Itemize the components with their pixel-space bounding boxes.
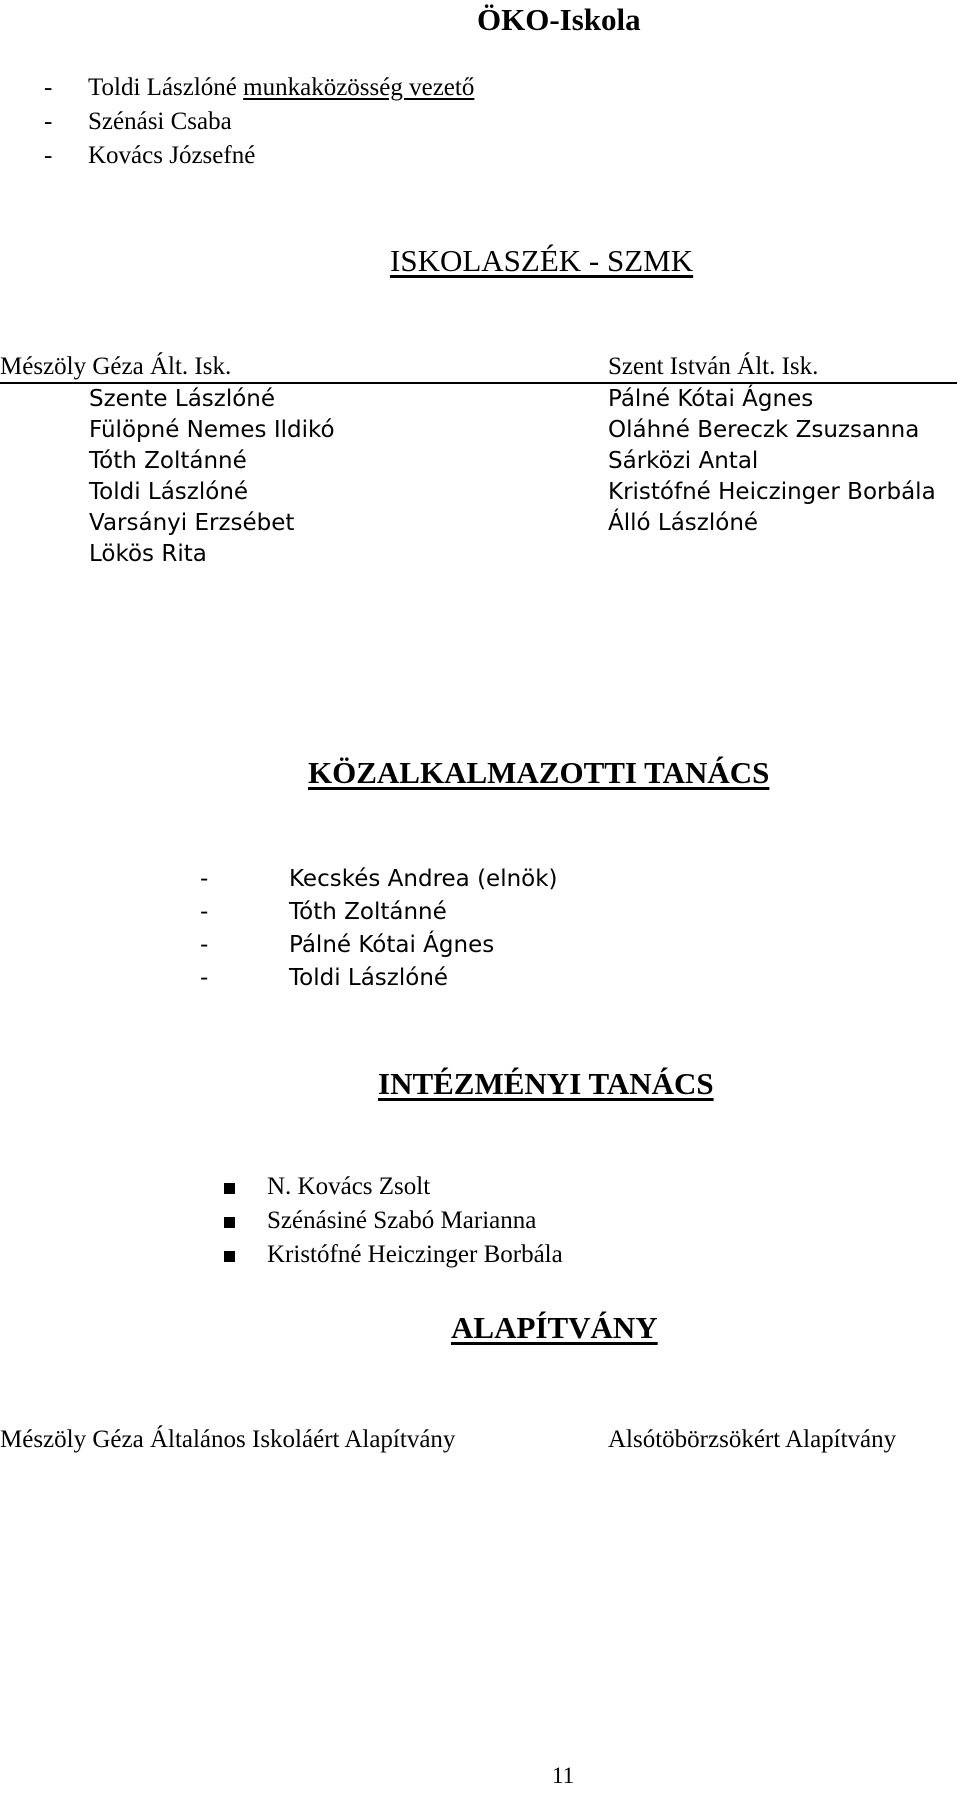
member-role: munkaközösség vezető xyxy=(243,74,475,101)
iskolaszek-title: ISKOLASZÉK - SZMK xyxy=(390,243,694,278)
list-dash: - xyxy=(44,108,53,135)
member-name: Tóth Zoltánné xyxy=(289,899,447,925)
list-dash: - xyxy=(200,899,209,925)
kozalkalmazotti-title: KÖZALKALMAZOTTI TANÁCS xyxy=(308,755,770,790)
list-dash: - xyxy=(200,866,209,892)
intezmenyi-title: INTÉZMÉNYI TANÁCS xyxy=(378,1066,714,1101)
foundation-left: Mészöly Géza Általános Iskoláért Alapítvány xyxy=(0,1426,456,1453)
foundation-right: Alsótöbörzsökért Alapítvány xyxy=(608,1426,897,1453)
list-item: Tóth Zoltánné xyxy=(89,448,247,474)
bullet-square-icon xyxy=(224,1183,235,1194)
member-name: N. Kovács Zsolt xyxy=(267,1173,431,1200)
list-item: Sárközi Antal xyxy=(608,448,759,474)
list-item: Lökös Rita xyxy=(89,541,207,567)
list-item: Pálné Kótai Ágnes xyxy=(608,386,814,412)
right-school-name: Szent István Ált. Isk. xyxy=(608,353,819,380)
list-item: Oláhné Bereczk Zsuzsanna xyxy=(608,417,920,443)
member-name: Toldi Lászlóné xyxy=(289,965,449,991)
member-name: Pálné Kótai Ágnes xyxy=(289,932,495,958)
member-name: Szénásiné Szabó Marianna xyxy=(267,1207,537,1234)
alapitvany-title: ALAPÍTVÁNY xyxy=(451,1310,658,1345)
bullet-square-icon xyxy=(224,1251,235,1262)
list-item: Toldi Lászlóné xyxy=(89,479,249,505)
list-dash: - xyxy=(200,932,209,958)
list-dash: - xyxy=(200,965,209,991)
member-name: Kovács Józsefné xyxy=(88,142,256,169)
member-name: Kristófné Heiczinger Borbála xyxy=(267,1241,563,1268)
member-name: Toldi Lászlóné xyxy=(88,74,237,101)
list-dash: - xyxy=(44,74,53,101)
bullet-square-icon xyxy=(224,1217,235,1228)
member-name: Szénási Csaba xyxy=(88,108,232,135)
list-item: Fülöpné Nemes Ildikó xyxy=(89,417,335,443)
list-item: Álló Lászlóné xyxy=(608,510,759,536)
right-school-members xyxy=(608,384,936,539)
left-school-name: Mészöly Géza Ált. Isk. xyxy=(0,353,232,380)
list-item: Szente Lászlóné xyxy=(89,386,276,412)
list-item: Varsányi Erzsébet xyxy=(89,510,295,536)
eko-school-title: ÖKO-Iskola xyxy=(477,2,641,37)
list-dash: - xyxy=(44,142,53,169)
member-name: Kecskés Andrea (elnök) xyxy=(289,866,558,892)
page-number: 11 xyxy=(552,1763,575,1788)
left-school-members xyxy=(89,384,335,570)
list-item: Kristófné Heiczinger Borbála xyxy=(608,479,936,505)
